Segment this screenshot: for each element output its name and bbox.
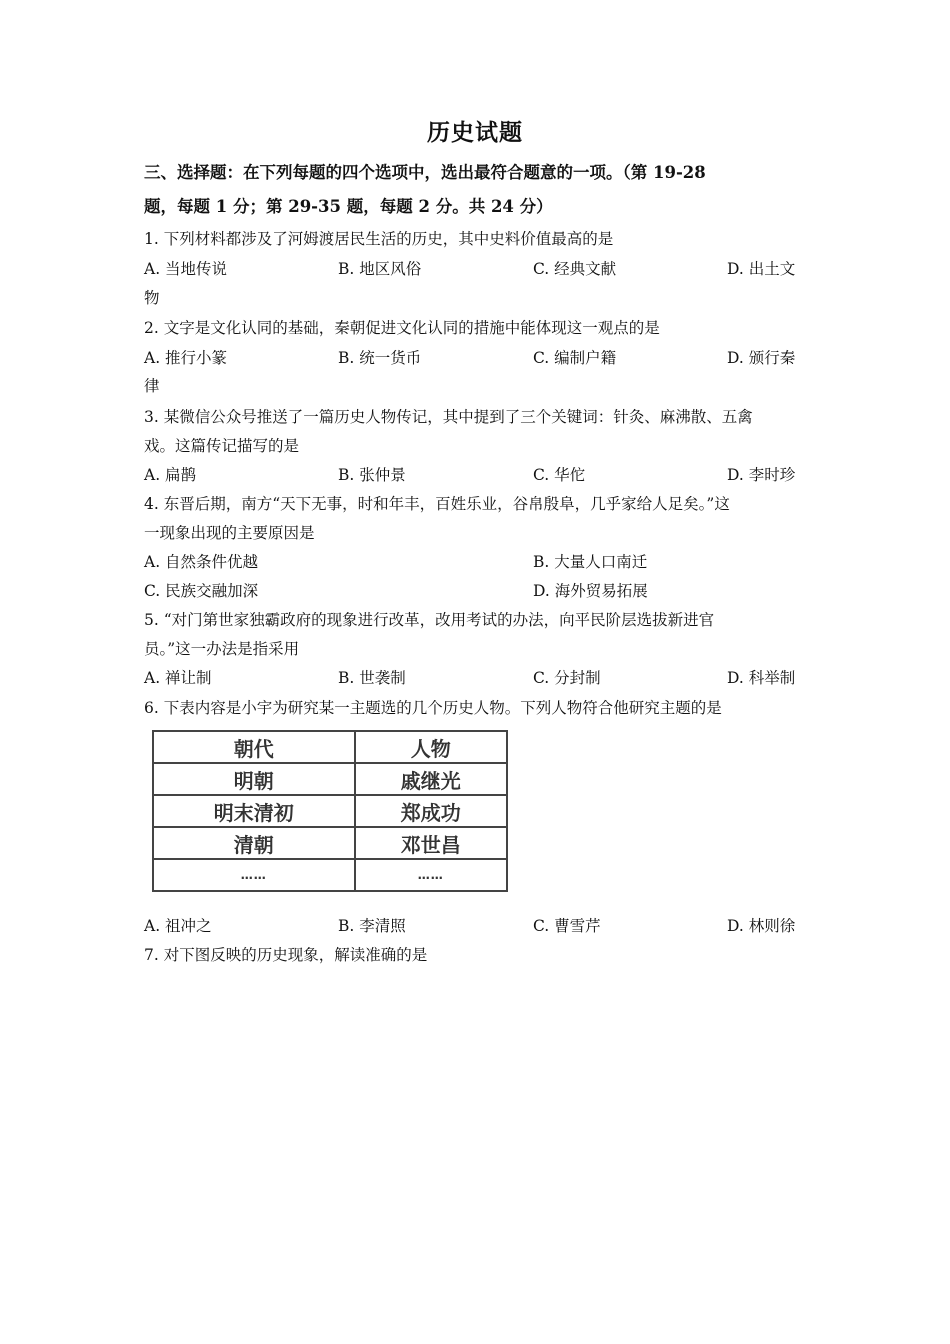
section-heading-line-1: 三、选择题：在下列每题的四个选项中，选出最符合题意的一项。（第 19-28: [144, 163, 706, 182]
section-heading-line-2: 题，每题 1 分；第 29-35 题，每题 2 分。共 24 分）: [144, 197, 553, 216]
table-header-figure: 人物: [355, 731, 507, 763]
q1-option-b: B. 地区风俗: [338, 260, 422, 278]
table-row: [153, 763, 507, 795]
table-cell-figure: 邓世昌: [355, 827, 507, 859]
question-3-stem-line-2: 戏。这篇传记描写的是: [144, 437, 300, 455]
question-5-stem-line-2: 员。”这一办法是指采用: [144, 640, 300, 658]
question-7-stem: 7. 对下图反映的历史现象，解读准确的是: [144, 946, 428, 964]
q5-option-c: C. 分封制: [533, 669, 601, 687]
q3-option-a: A. 扁鹊: [144, 466, 197, 484]
q2-option-a: A. 推行小篆: [144, 349, 228, 367]
table-header-row: [153, 731, 507, 763]
question-3-options: [144, 461, 814, 490]
question-5-options: [144, 664, 814, 693]
question-4-stem-line-2: 一现象出现的主要原因是: [144, 524, 315, 542]
q3-option-b: B. 张仲景: [338, 466, 406, 484]
question-4-options-row-2: [144, 577, 814, 606]
question-6-stem: 6. 下表内容是小宇为研究某一主题选的几个历史人物。下列人物符合他研究主题的是: [144, 699, 722, 717]
question-4-options-row-1: [144, 548, 814, 577]
q5-option-a: A. 禅让制: [144, 669, 212, 687]
q2-option-b: B. 统一货币: [338, 349, 422, 367]
q5-option-d: D. 科举制: [727, 669, 796, 687]
table-row: [153, 859, 507, 891]
historical-figures-table: [152, 730, 508, 892]
q1-option-d: D. 出土文: [727, 260, 796, 278]
table-row: [153, 827, 507, 859]
page-title: 历史试题: [427, 119, 523, 146]
question-2-stem: 2. 文字是文化认同的基础，秦朝促进文化认同的措施中能体现这一观点的是: [144, 319, 660, 337]
table-cell-dynasty: 明末清初: [153, 795, 355, 827]
q1-option-a: A. 当地传说: [144, 260, 228, 278]
q4-option-b: B. 大量人口南迁: [533, 553, 648, 571]
q6-option-c: C. 曹雪芹: [533, 917, 601, 935]
question-6-options: [144, 912, 814, 941]
q3-option-c: C. 华佗: [533, 466, 586, 484]
section-heading: [144, 156, 814, 224]
q4-option-a: A. 自然条件优越: [144, 553, 259, 571]
table-cell-dynasty: 清朝: [153, 827, 355, 859]
question-5-stem-line-1: 5. “对门第世家独霸政府的现象进行改革，改用考试的办法，向平民阶层选拔新进官: [144, 611, 715, 629]
q5-option-b: B. 世袭制: [338, 669, 406, 687]
question-1-stem: 1. 下列材料都涉及了河姆渡居民生活的历史，其中史料价值最高的是: [144, 230, 614, 248]
question-1-options: [144, 255, 814, 284]
q2-option-d-continuation: 律: [144, 377, 160, 395]
q2-option-c: C. 编制户籍: [533, 349, 617, 367]
question-4-stem-line-1: 4. 东晋后期，南方“天下无事，时和年丰，百姓乐业，谷帛殷阜，几乎家给人足矣。”这: [144, 495, 730, 513]
table-cell-dynasty: 明朝: [153, 763, 355, 795]
q4-option-d: D. 海外贸易拓展: [533, 582, 648, 600]
table-row: [153, 795, 507, 827]
q6-option-a: A. 祖冲之: [144, 917, 212, 935]
q6-option-b: B. 李清照: [338, 917, 406, 935]
q1-option-c: C. 经典文献: [533, 260, 617, 278]
table-cell-figure: ……: [355, 859, 507, 891]
question-3-stem-line-1: 3. 某微信公众号推送了一篇历史人物传记，其中提到了三个关键词：针灸、麻沸散、五禽: [144, 408, 753, 426]
table-cell-dynasty: ……: [153, 859, 355, 891]
q2-option-d: D. 颁行秦: [727, 349, 796, 367]
q4-option-c: C. 民族交融加深: [144, 582, 259, 600]
q6-option-d: D. 林则徐: [727, 917, 796, 935]
table-header-dynasty: 朝代: [153, 731, 355, 763]
q3-option-d: D. 李时珍: [727, 466, 796, 484]
question-2-options: [144, 344, 814, 373]
q1-option-d-continuation: 物: [144, 289, 160, 307]
table-cell-figure: 郑成功: [355, 795, 507, 827]
table-cell-figure: 戚继光: [355, 763, 507, 795]
